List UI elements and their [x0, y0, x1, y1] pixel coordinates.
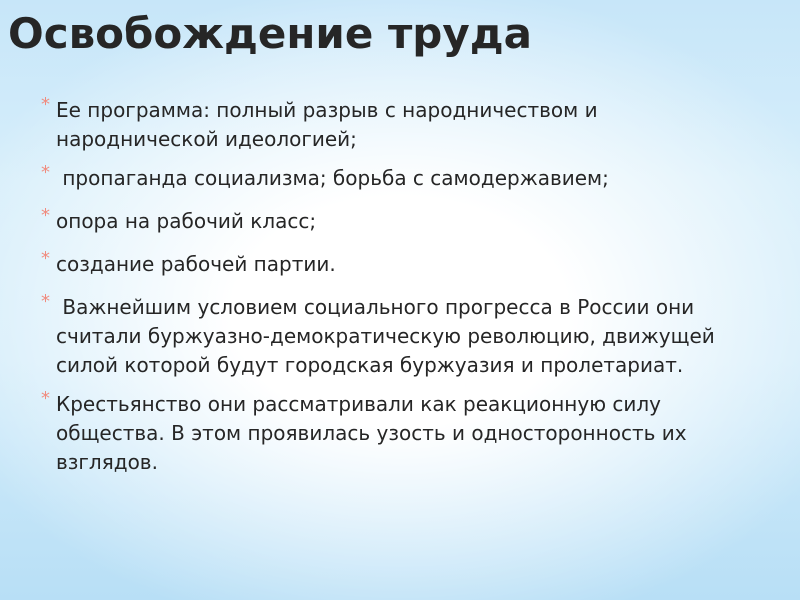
- asterisk-bullet-icon: *: [41, 291, 50, 312]
- bullet-text: опора на рабочий класс;: [56, 209, 317, 233]
- bullet-text: Крестьянство они рассматривали как реакционную силу общества. В этом проявилась узость и односторонность их взглядов.: [56, 392, 687, 474]
- bullet-text: Важнейшим условием социального прогресса в России они считали буржуазно-демократическую революцию, движущей силой которой будут городская буржуазия и пролетариат.: [56, 295, 722, 377]
- bullet-text: создание рабочей партии.: [56, 252, 336, 276]
- bullet-text: Ее программа: полный разрыв с народничеством и народнической идеологией;: [56, 98, 598, 151]
- bullet-item: [28, 250, 728, 279]
- bullet-text: пропаганда социализма; борьба с самодержавием;: [56, 166, 609, 190]
- asterisk-bullet-icon: *: [41, 205, 50, 226]
- bullet-item: [28, 390, 728, 477]
- asterisk-bullet-icon: *: [41, 94, 50, 115]
- bullet-item: [28, 207, 728, 236]
- bullet-item: [28, 96, 728, 154]
- asterisk-bullet-icon: *: [41, 388, 50, 409]
- asterisk-bullet-icon: *: [41, 162, 50, 183]
- bullet-list: [28, 96, 728, 491]
- bullet-item: [28, 164, 728, 193]
- slide-title: Освобождение труда: [8, 9, 533, 58]
- asterisk-bullet-icon: *: [41, 248, 50, 269]
- bullet-item: [28, 293, 728, 380]
